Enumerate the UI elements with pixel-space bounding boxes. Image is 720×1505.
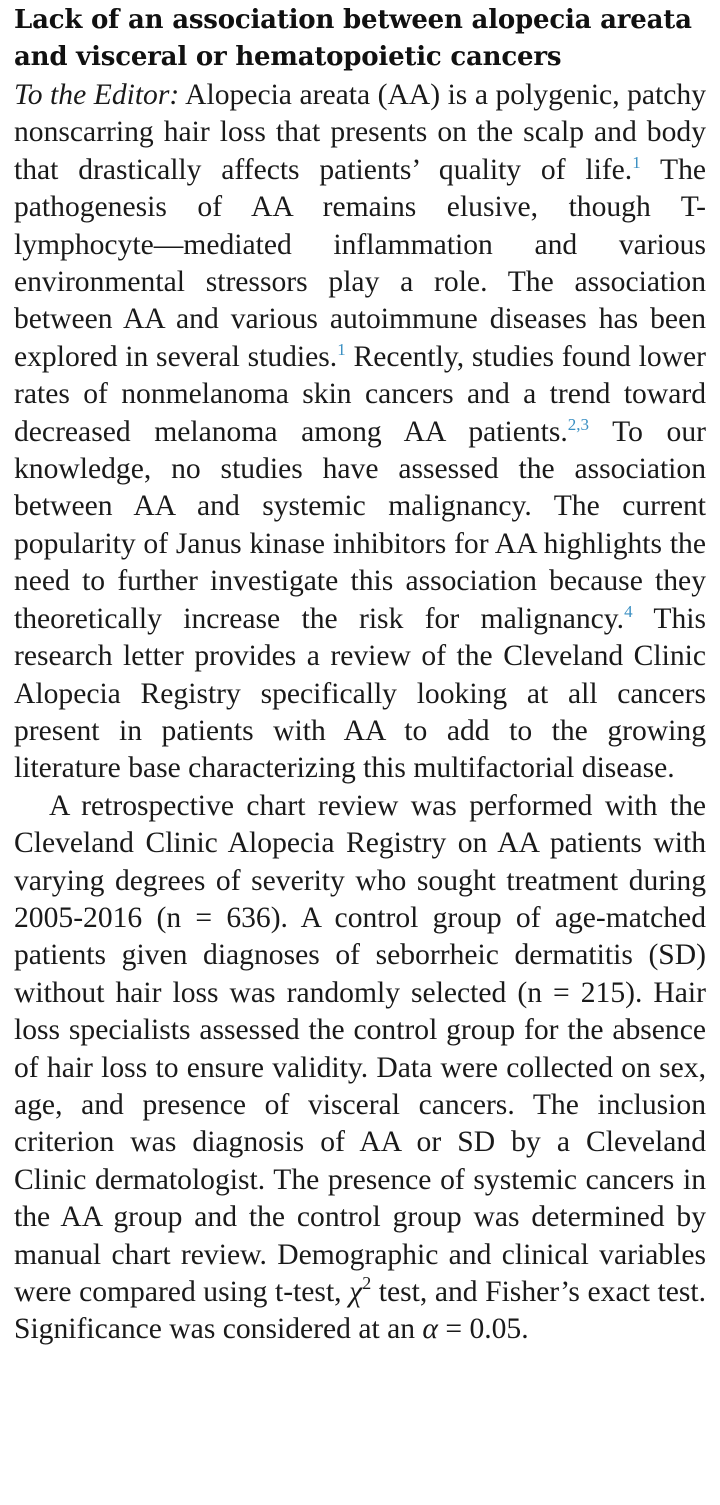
paragraph-2	[14, 788, 706, 1349]
paragraph-1-text-4: To our knowledge, no studies have assessed the association between AA and systemic malignancy. The current popularity of Janus kinase inhibitors for AA highlights the need to further investigate this association because they theoretically increase the risk for malignancy.	[14, 415, 706, 635]
salutation: To the Editor:	[14, 79, 180, 111]
paragraph-1	[14, 77, 706, 788]
reference-link-1[interactable]: 1	[632, 152, 641, 172]
paragraph-2-text-3: = 0.05.	[437, 1313, 529, 1346]
reference-link-1b[interactable]: 1	[337, 339, 346, 359]
chi-exponent: 2	[362, 1273, 372, 1293]
paragraph-1-text-1: Alopecia areata (AA) is a polygenic, patchy nonscarring hair loss that presents on the scalp and body that drastically affects patients’ quality of life.	[14, 79, 706, 186]
reference-link-2-3[interactable]: 2,3	[567, 414, 590, 434]
paragraph-2-text-2: test, and Fisher’s exact test. Significance was considered at an	[14, 1276, 706, 1346]
chi-symbol: χ	[349, 1276, 363, 1308]
paragraph-1-text-3: Recently, studies found lower rates of nonmelanoma skin cancers and a trend toward decreased melanoma among AA patients.	[14, 340, 706, 448]
article-title: Lack of an association between alopecia areata and visceral or hematopoietic cancers	[14, 5, 692, 72]
reference-link-4[interactable]: 4	[624, 601, 633, 621]
paragraph-2-text-1: A retrospective chart review was performed with the Cleveland Clinic Alopecia Registry on AA patients with varying degrees of severity who sought treatment during 2005-2016 (n = 636). A control group of age-matched patients given diagnoses of seborrheic dermatitis (SD) without hair loss was randomly selected (n = 215). Hair loss specialists assessed the control group for the absence of hair loss to ensure validity. Data were collected on sex, age, and presence of visceral cancers. The inclusion criterion was diagnosis of AA or SD by a Cleveland Clinic dermatologist. The presence of systemic cancers in the AA group and the control group was determined by manual chart review. Demographic and clinical variables were compared using t-test,	[14, 789, 706, 1308]
paragraph-1-text-2: The pathogenesis of AA remains elusive, though T-lymphocyte—mediated inflammation and various environmental stressors play a role. The association between AA and various autoimmune diseases has been explored in several studies.	[14, 153, 707, 373]
alpha-symbol: α	[422, 1313, 438, 1346]
paragraph-1-text-5: This research letter provides a review of the Cleveland Clinic Alopecia Registry specifically looking at all cancers present in patients with AA to add to the growing literature base characterizing this multifactorial disease.	[14, 602, 706, 785]
